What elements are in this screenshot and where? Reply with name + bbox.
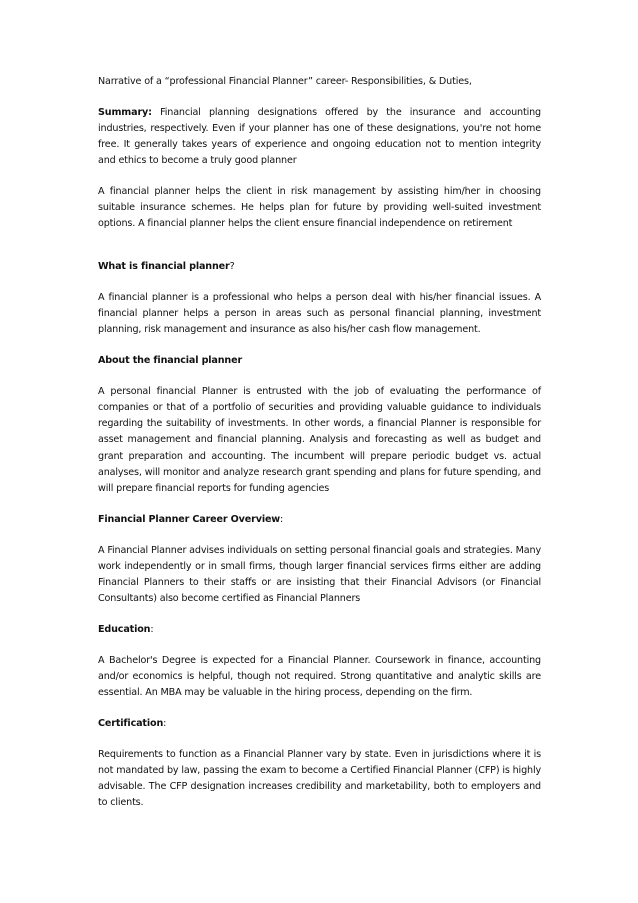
section-heading-suffix: : [150, 623, 154, 635]
section-heading-text: About the financial planner [98, 355, 243, 367]
section-heading-suffix: ? [229, 261, 235, 273]
section-heading-text: Certification [98, 717, 164, 729]
section-heading-about [98, 353, 541, 369]
section-body-career-overview: A Financial Planner advises individuals on setting personal financial goals and strategies. Many work independently or in small firms, though larger financial services firms either are adding Financial Planners to their staffs or are insisting that their Financial Advisors (or Financial Consultants) also become certified as Financial Planners [98, 544, 541, 604]
summary-label: Summary: [98, 106, 152, 118]
section-heading-certification [98, 716, 541, 732]
summary-text: Financial planning designations offered by the insurance and accounting industries, respectively. Even if your planner has one of these designations, you're not home free. It generally takes years of experience and ongoing education not to mention integrity and ethics to become a truly good planner [98, 106, 541, 167]
section-heading-text: Financial Planner Career Overview [98, 513, 281, 525]
section-heading-suffix: : [163, 717, 167, 729]
section-body-education: A Bachelor's Degree is expected for a Financial Planner. Coursework in finance, accounting and/or economics is helpful, though not required. Strong quantitative and analytic skills are essential. An MBA may be valuable in the hiring process, depending on the firm. [98, 654, 541, 698]
section-heading-career-overview [98, 512, 541, 528]
summary-paragraph [98, 105, 541, 169]
section-heading-text: Education [98, 623, 151, 635]
section-body-about: A personal financial Planner is entrusted with the job of evaluating the performance of companies or that of a portfolio of securities and providing valuable guidance to individuals regarding the suitability of investments. In other words, a financial Planner is responsible for asset management and financial planning. Analysis and forecasting as well as budget and grant preparation and accounting. The incumbent will prepare periodic budget vs. actual analyses, will monitor and analyze research grant spending and plans for future spending, and will prepare financial reports for funding agencies [98, 386, 541, 494]
section-heading-education [98, 622, 541, 638]
document-title-line: Narrative of a “professional Financial Planner” career- Responsibilities, & Duties, [98, 76, 472, 87]
section-heading-what-is [98, 259, 541, 275]
intro-paragraph: A financial planner helps the client in risk management by assisting him/her in choosing suitable insurance schemes. He helps plan for future by providing well-suited investment options. A financial planner helps the client ensure financial independence on retirement [98, 186, 541, 230]
section-body-certification: Requirements to function as a Financial Planner vary by state. Even in jurisdictions where it is not mandated by law, passing the exam to become a Certified Financial Planner (CFP) is highly advisable. The CFP designation increases credibility and marketability, both to employers and to clients. [98, 748, 541, 808]
section-body-what-is: A financial planner is a professional who helps a person deal with his/her financial issues. A financial planner helps a person in areas such as personal financial planning, investment planning, risk management and insurance as also his/her cash flow management. [98, 292, 541, 336]
section-heading-text: What is financial planner [98, 261, 230, 273]
section-heading-suffix: : [280, 513, 284, 525]
document-page [98, 74, 541, 826]
